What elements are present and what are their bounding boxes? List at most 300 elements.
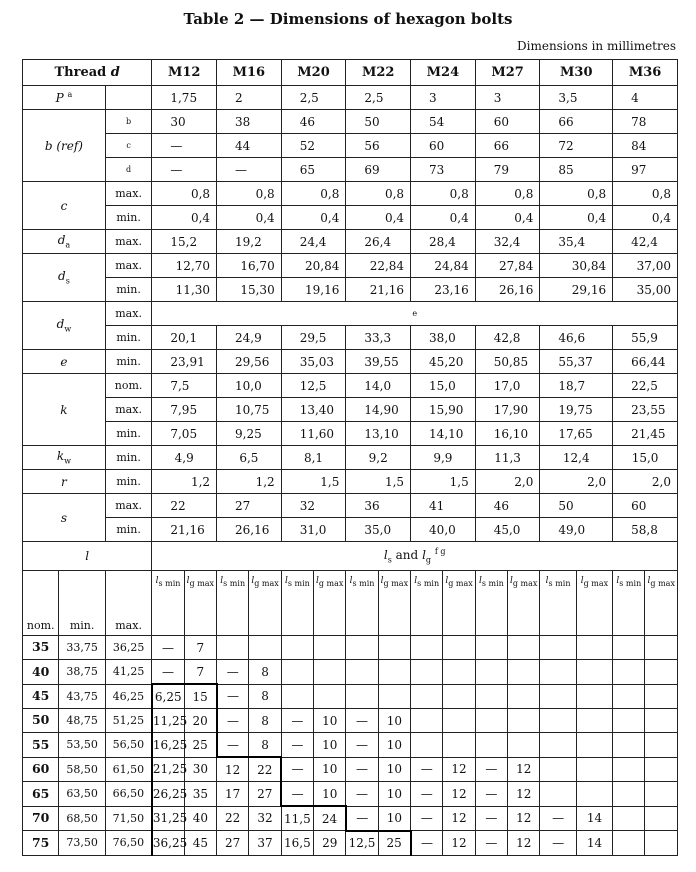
symbol: s bbox=[60, 510, 68, 525]
value-cell: 0,4 bbox=[217, 206, 282, 230]
length-max: 66,50 bbox=[105, 782, 152, 807]
length-nom: 75 bbox=[23, 831, 59, 856]
row-label-P bbox=[23, 86, 106, 110]
value-cell: 45,20 bbox=[411, 350, 476, 374]
value-cell: 14,10 bbox=[411, 422, 476, 446]
value-cell: 45,0 bbox=[475, 518, 540, 542]
value-cell: 55,9 bbox=[613, 326, 678, 350]
ls-min-symbol: l bbox=[284, 576, 288, 586]
value-cell: 12,5 bbox=[281, 374, 346, 398]
length-value-cell: 12 bbox=[217, 757, 249, 782]
footnote-mark: d bbox=[105, 158, 152, 182]
length-value-cell bbox=[508, 709, 540, 733]
ls-min-symbol: l bbox=[478, 576, 482, 586]
limit-label: min. bbox=[105, 350, 152, 374]
lg-max-symbol: l bbox=[580, 576, 584, 586]
length-value-cell bbox=[411, 636, 443, 660]
length-value-cell bbox=[645, 709, 678, 733]
value-cell: 3 bbox=[411, 86, 476, 110]
limit-label: min. bbox=[105, 470, 152, 494]
length-value-cell: 8 bbox=[249, 684, 281, 709]
row-label-dw bbox=[23, 302, 106, 350]
size-header: M16 bbox=[217, 60, 282, 86]
lg-max-head bbox=[576, 571, 612, 636]
length-value-cell: 20 bbox=[184, 709, 216, 733]
value-cell: 15,2 bbox=[152, 230, 217, 254]
ls-min-head bbox=[411, 571, 443, 636]
length-value-cell: — bbox=[217, 733, 249, 758]
length-value-cell: 12 bbox=[443, 757, 475, 782]
length-value-cell: 30 bbox=[184, 757, 216, 782]
length-value-cell: — bbox=[346, 733, 378, 758]
ls-min-subscript: s min bbox=[619, 578, 642, 588]
length-value-cell: 12 bbox=[508, 806, 540, 831]
length-value-cell: 10 bbox=[314, 757, 346, 782]
lg-max-head bbox=[249, 571, 281, 636]
limit-label: max. bbox=[105, 254, 152, 278]
length-value-cell bbox=[613, 660, 645, 685]
row-label-k bbox=[23, 374, 106, 446]
value-cell: 15,30 bbox=[217, 278, 282, 302]
ls-min-head bbox=[540, 571, 576, 636]
length-value-cell bbox=[613, 684, 645, 709]
length-value-cell: 12 bbox=[443, 831, 475, 856]
length-min: 68,50 bbox=[59, 806, 105, 831]
value-cell: 0,4 bbox=[540, 206, 613, 230]
value-cell: 21,45 bbox=[613, 422, 678, 446]
size-header: M36 bbox=[613, 60, 678, 86]
length-value-cell: — bbox=[217, 709, 249, 733]
length-value-cell: 16,5 bbox=[281, 831, 313, 856]
length-value-cell bbox=[314, 684, 346, 709]
ls-subscript: s bbox=[387, 555, 392, 565]
length-value-cell bbox=[540, 733, 576, 758]
value-cell: 2,0 bbox=[613, 470, 678, 494]
value-cell: 35,0 bbox=[346, 518, 411, 542]
ls-min-head bbox=[152, 571, 184, 636]
length-value-cell: 14 bbox=[576, 831, 612, 856]
value-cell: 27 bbox=[217, 494, 282, 518]
symbol: e bbox=[60, 354, 68, 369]
value-cell: 3,5 bbox=[540, 86, 613, 110]
value-cell: 42,4 bbox=[613, 230, 678, 254]
value-cell: 3 bbox=[475, 86, 540, 110]
length-value-cell bbox=[576, 757, 612, 782]
length-value-cell: 11,25 bbox=[152, 709, 184, 733]
length-nom: 55 bbox=[23, 733, 59, 758]
value-cell: 6,5 bbox=[217, 446, 282, 470]
lg-max-symbol: l bbox=[647, 576, 651, 586]
symbol-suffix: (ref) bbox=[52, 138, 83, 153]
value-cell: 32 bbox=[281, 494, 346, 518]
length-max: 36,25 bbox=[105, 636, 152, 660]
value-cell: — bbox=[217, 158, 282, 182]
length-value-cell bbox=[281, 636, 313, 660]
length-value-cell: — bbox=[346, 709, 378, 733]
length-value-cell: — bbox=[411, 806, 443, 831]
thread-label: Thread bbox=[54, 65, 107, 80]
length-value-cell: — bbox=[540, 806, 576, 831]
value-cell: 9,25 bbox=[217, 422, 282, 446]
length-value-cell bbox=[645, 782, 678, 807]
value-cell: 97 bbox=[613, 158, 678, 182]
limit-label: max. bbox=[105, 302, 152, 326]
length-value-cell bbox=[540, 757, 576, 782]
row-label-e bbox=[23, 350, 106, 374]
thread-symbol: d bbox=[110, 65, 120, 80]
value-cell: 72 bbox=[540, 134, 613, 158]
row-label-c bbox=[23, 182, 106, 230]
length-nom: 65 bbox=[23, 782, 59, 807]
value-cell: 60 bbox=[613, 494, 678, 518]
length-value-cell: 12 bbox=[508, 831, 540, 856]
length-value-cell bbox=[613, 636, 645, 660]
value-cell: 0,4 bbox=[281, 206, 346, 230]
value-cell: 33,3 bbox=[346, 326, 411, 350]
symbol-subscript: w bbox=[64, 324, 72, 334]
length-value-cell: 10 bbox=[314, 733, 346, 758]
footnote-mark: b bbox=[105, 110, 152, 134]
length-nom: 70 bbox=[23, 806, 59, 831]
length-value-cell: 17 bbox=[217, 782, 249, 807]
length-value-cell: — bbox=[540, 831, 576, 856]
lg-max-symbol: l bbox=[380, 576, 384, 586]
length-value-cell bbox=[475, 660, 507, 685]
row-label-b bbox=[23, 110, 106, 182]
length-min: 48,75 bbox=[59, 709, 105, 733]
length-col-head: nom. bbox=[23, 571, 59, 636]
length-value-cell: 27 bbox=[217, 831, 249, 856]
value-cell: 35,00 bbox=[613, 278, 678, 302]
ls-min-symbol: l bbox=[349, 576, 353, 586]
value-cell: 17,65 bbox=[540, 422, 613, 446]
lg-max-head bbox=[645, 571, 678, 636]
value-cell: 7,5 bbox=[152, 374, 217, 398]
value-cell: 1,2 bbox=[217, 470, 282, 494]
lg-max-head bbox=[508, 571, 540, 636]
length-value-cell bbox=[314, 660, 346, 685]
lg-max-symbol: l bbox=[186, 576, 190, 586]
ls-min-symbol: l bbox=[545, 576, 549, 586]
length-value-cell bbox=[346, 660, 378, 685]
value-cell: 85 bbox=[540, 158, 613, 182]
length-value-cell: 7 bbox=[184, 636, 216, 660]
size-header: M27 bbox=[475, 60, 540, 86]
length-value-cell: 25 bbox=[378, 831, 410, 856]
value-cell: 1,75 bbox=[152, 86, 217, 110]
ls-min-subscript: s min bbox=[548, 578, 571, 588]
value-cell: 7,05 bbox=[152, 422, 217, 446]
value-cell: 2 bbox=[217, 86, 282, 110]
size-header: M30 bbox=[540, 60, 613, 86]
value-cell: 10,75 bbox=[217, 398, 282, 422]
value-cell: 44 bbox=[217, 134, 282, 158]
length-value-cell bbox=[645, 660, 678, 685]
table-title: Table 2 — Dimensions of hexagon bolts bbox=[183, 10, 513, 28]
value-cell: 11,30 bbox=[152, 278, 217, 302]
length-min: 63,50 bbox=[59, 782, 105, 807]
length-value-cell bbox=[645, 831, 678, 856]
value-cell: 12,4 bbox=[540, 446, 613, 470]
value-cell: 29,16 bbox=[540, 278, 613, 302]
value-cell: — bbox=[152, 134, 217, 158]
length-value-cell bbox=[314, 636, 346, 660]
length-value-cell bbox=[576, 636, 612, 660]
l-header: l bbox=[23, 542, 152, 571]
length-value-cell bbox=[645, 806, 678, 831]
value-cell: 10,0 bbox=[217, 374, 282, 398]
length-value-cell: — bbox=[152, 636, 184, 660]
size-header: M24 bbox=[411, 60, 476, 86]
value-cell: 8,1 bbox=[281, 446, 346, 470]
length-value-cell bbox=[576, 709, 612, 733]
value-cell: 16,70 bbox=[217, 254, 282, 278]
length-value-cell bbox=[443, 709, 475, 733]
length-value-cell: 12,5 bbox=[346, 831, 378, 856]
symbol: k bbox=[60, 402, 68, 417]
length-value-cell: — bbox=[281, 733, 313, 758]
length-value-cell bbox=[540, 782, 576, 807]
length-value-cell bbox=[346, 636, 378, 660]
lg-max-subscript: g max bbox=[254, 578, 279, 588]
row-label-da bbox=[23, 230, 106, 254]
length-value-cell: 8 bbox=[249, 733, 281, 758]
value-cell: — bbox=[152, 158, 217, 182]
value-cell: 49,0 bbox=[540, 518, 613, 542]
symbol: k bbox=[56, 448, 65, 463]
value-cell: 19,2 bbox=[217, 230, 282, 254]
length-value-cell bbox=[217, 636, 249, 660]
length-value-cell bbox=[443, 733, 475, 758]
value-cell: 23,91 bbox=[152, 350, 217, 374]
value-cell: 22,84 bbox=[346, 254, 411, 278]
length-value-cell bbox=[508, 684, 540, 709]
length-value-cell: 10 bbox=[378, 782, 410, 807]
symbol-subscript: a bbox=[65, 240, 71, 250]
length-value-cell bbox=[613, 806, 645, 831]
lg-max-head bbox=[443, 571, 475, 636]
length-value-cell: — bbox=[281, 757, 313, 782]
ls-min-subscript: s min bbox=[287, 578, 310, 588]
lg-max-subscript: g max bbox=[318, 578, 344, 588]
limit-label: max. bbox=[105, 494, 152, 518]
value-cell: 4 bbox=[613, 86, 678, 110]
length-value-cell: — bbox=[281, 782, 313, 807]
length-nom: 35 bbox=[23, 636, 59, 660]
length-value-cell bbox=[281, 684, 313, 709]
value-cell: 50 bbox=[346, 110, 411, 134]
value-cell: 11,3 bbox=[475, 446, 540, 470]
value-cell: 15,90 bbox=[411, 398, 476, 422]
length-nom: 40 bbox=[23, 660, 59, 685]
length-value-cell: — bbox=[475, 831, 507, 856]
size-header: M22 bbox=[346, 60, 411, 86]
length-value-cell: 11,5 bbox=[281, 806, 313, 831]
ls-min-head bbox=[281, 571, 313, 636]
value-cell: 60 bbox=[475, 110, 540, 134]
value-cell: 79 bbox=[475, 158, 540, 182]
value-cell: 13,40 bbox=[281, 398, 346, 422]
length-min: 38,75 bbox=[59, 660, 105, 685]
lg-subscript: g bbox=[425, 555, 432, 565]
value-cell: 84 bbox=[613, 134, 678, 158]
length-value-cell: 10 bbox=[378, 806, 410, 831]
footnote-mark: e bbox=[152, 302, 678, 326]
value-cell: 19,16 bbox=[281, 278, 346, 302]
ls-min-subscript: s min bbox=[352, 578, 375, 588]
row-label-s bbox=[23, 494, 106, 542]
length-value-cell: — bbox=[475, 782, 507, 807]
length-value-cell bbox=[411, 660, 443, 685]
value-cell: 36 bbox=[346, 494, 411, 518]
value-cell: 46,6 bbox=[540, 326, 613, 350]
value-cell: 17,0 bbox=[475, 374, 540, 398]
value-cell: 0,8 bbox=[217, 182, 282, 206]
length-value-cell: 10 bbox=[378, 709, 410, 733]
length-value-cell: — bbox=[217, 660, 249, 685]
value-cell: 14,0 bbox=[346, 374, 411, 398]
lg-max-symbol: l bbox=[315, 576, 319, 586]
length-value-cell bbox=[540, 660, 576, 685]
value-cell: 30 bbox=[152, 110, 217, 134]
lg-max-head bbox=[378, 571, 410, 636]
ls-min-symbol: l bbox=[616, 576, 620, 586]
value-cell: 20,84 bbox=[281, 254, 346, 278]
value-cell: 58,8 bbox=[613, 518, 678, 542]
value-cell: 2,0 bbox=[475, 470, 540, 494]
value-cell: 23,55 bbox=[613, 398, 678, 422]
value-cell: 2,5 bbox=[281, 86, 346, 110]
value-cell: 38 bbox=[217, 110, 282, 134]
length-value-cell: 40 bbox=[184, 806, 216, 831]
value-cell: 22 bbox=[152, 494, 217, 518]
ls-symbol: l bbox=[383, 547, 388, 562]
length-value-cell: 10 bbox=[378, 757, 410, 782]
value-cell: 28,4 bbox=[411, 230, 476, 254]
value-cell: 29,5 bbox=[281, 326, 346, 350]
length-value-cell: 10 bbox=[314, 709, 346, 733]
length-min: 58,50 bbox=[59, 757, 105, 782]
length-value-cell: 36,25 bbox=[152, 831, 184, 856]
value-cell: 9,9 bbox=[411, 446, 476, 470]
value-cell: 15,0 bbox=[411, 374, 476, 398]
value-cell: 12,70 bbox=[152, 254, 217, 278]
length-value-cell: 32 bbox=[249, 806, 281, 831]
value-cell: 31,0 bbox=[281, 518, 346, 542]
length-value-cell bbox=[443, 636, 475, 660]
value-cell: 40,0 bbox=[411, 518, 476, 542]
length-value-cell bbox=[475, 733, 507, 758]
value-cell: 15,0 bbox=[613, 446, 678, 470]
lg-max-subscript: g max bbox=[650, 578, 675, 588]
length-value-cell: 22 bbox=[217, 806, 249, 831]
length-value-cell bbox=[411, 709, 443, 733]
value-cell: 66,44 bbox=[613, 350, 678, 374]
blank-cell bbox=[105, 86, 152, 110]
value-cell: 1,5 bbox=[281, 470, 346, 494]
length-value-cell bbox=[443, 660, 475, 685]
length-col-head: max. bbox=[105, 571, 152, 636]
symbol: d bbox=[56, 316, 65, 331]
length-min: 53,50 bbox=[59, 733, 105, 758]
value-cell: 38,0 bbox=[411, 326, 476, 350]
ls-min-subscript: s min bbox=[417, 578, 440, 588]
length-max: 51,25 bbox=[105, 709, 152, 733]
lg-max-subscript: g max bbox=[189, 578, 215, 588]
ls-min-subscript: s min bbox=[223, 578, 246, 588]
row-label-ds bbox=[23, 254, 106, 302]
value-cell: 2,0 bbox=[540, 470, 613, 494]
lg-max-symbol: l bbox=[445, 576, 449, 586]
symbol-subscript: w bbox=[64, 456, 71, 466]
value-cell: 0,8 bbox=[613, 182, 678, 206]
length-min: 73,50 bbox=[59, 831, 105, 856]
length-value-cell: — bbox=[346, 806, 378, 831]
symbol: P bbox=[55, 91, 64, 105]
value-cell: 0,8 bbox=[475, 182, 540, 206]
length-value-cell: 12 bbox=[443, 782, 475, 807]
length-value-cell: 31,25 bbox=[152, 806, 184, 831]
value-cell: 21,16 bbox=[152, 518, 217, 542]
value-cell: 46 bbox=[281, 110, 346, 134]
value-cell: 26,16 bbox=[217, 518, 282, 542]
length-value-cell: — bbox=[346, 782, 378, 807]
value-cell: 21,16 bbox=[346, 278, 411, 302]
length-value-cell bbox=[508, 733, 540, 758]
length-value-cell bbox=[475, 684, 507, 709]
value-cell: 13,10 bbox=[346, 422, 411, 446]
value-cell: 26,16 bbox=[475, 278, 540, 302]
limit-label: max. bbox=[105, 230, 152, 254]
value-cell: 20,1 bbox=[152, 326, 217, 350]
length-value-cell bbox=[613, 782, 645, 807]
length-value-cell bbox=[645, 757, 678, 782]
value-cell: 78 bbox=[613, 110, 678, 134]
length-nom: 60 bbox=[23, 757, 59, 782]
value-cell: 46 bbox=[475, 494, 540, 518]
length-value-cell bbox=[540, 684, 576, 709]
value-cell: 66 bbox=[475, 134, 540, 158]
length-value-cell: 14 bbox=[576, 806, 612, 831]
value-cell: 39,55 bbox=[346, 350, 411, 374]
length-value-cell: 8 bbox=[249, 709, 281, 733]
length-value-cell bbox=[613, 831, 645, 856]
value-cell: 0,4 bbox=[411, 206, 476, 230]
size-header: M12 bbox=[152, 60, 217, 86]
length-min: 33,75 bbox=[59, 636, 105, 660]
length-value-cell bbox=[508, 660, 540, 685]
symbol: d bbox=[57, 232, 66, 247]
length-value-cell: 21,25 bbox=[152, 757, 184, 782]
length-value-cell: 29 bbox=[314, 831, 346, 856]
length-value-cell: 22 bbox=[249, 757, 281, 782]
value-cell: 50,85 bbox=[475, 350, 540, 374]
lg-max-subscript: g max bbox=[512, 578, 538, 588]
limit-label: min. bbox=[105, 446, 152, 470]
footnote-mark: a bbox=[67, 90, 73, 99]
length-value-cell: 10 bbox=[378, 733, 410, 758]
value-cell: 4,9 bbox=[152, 446, 217, 470]
length-value-cell bbox=[475, 636, 507, 660]
ls-min-symbol: l bbox=[414, 576, 418, 586]
value-cell: 14,90 bbox=[346, 398, 411, 422]
footnote-mark: c bbox=[105, 134, 152, 158]
length-value-cell bbox=[443, 684, 475, 709]
units-note: Dimensions in millimetres bbox=[517, 39, 676, 53]
length-value-cell: 12 bbox=[508, 757, 540, 782]
ls-min-symbol: l bbox=[155, 576, 159, 586]
length-value-cell bbox=[576, 684, 612, 709]
